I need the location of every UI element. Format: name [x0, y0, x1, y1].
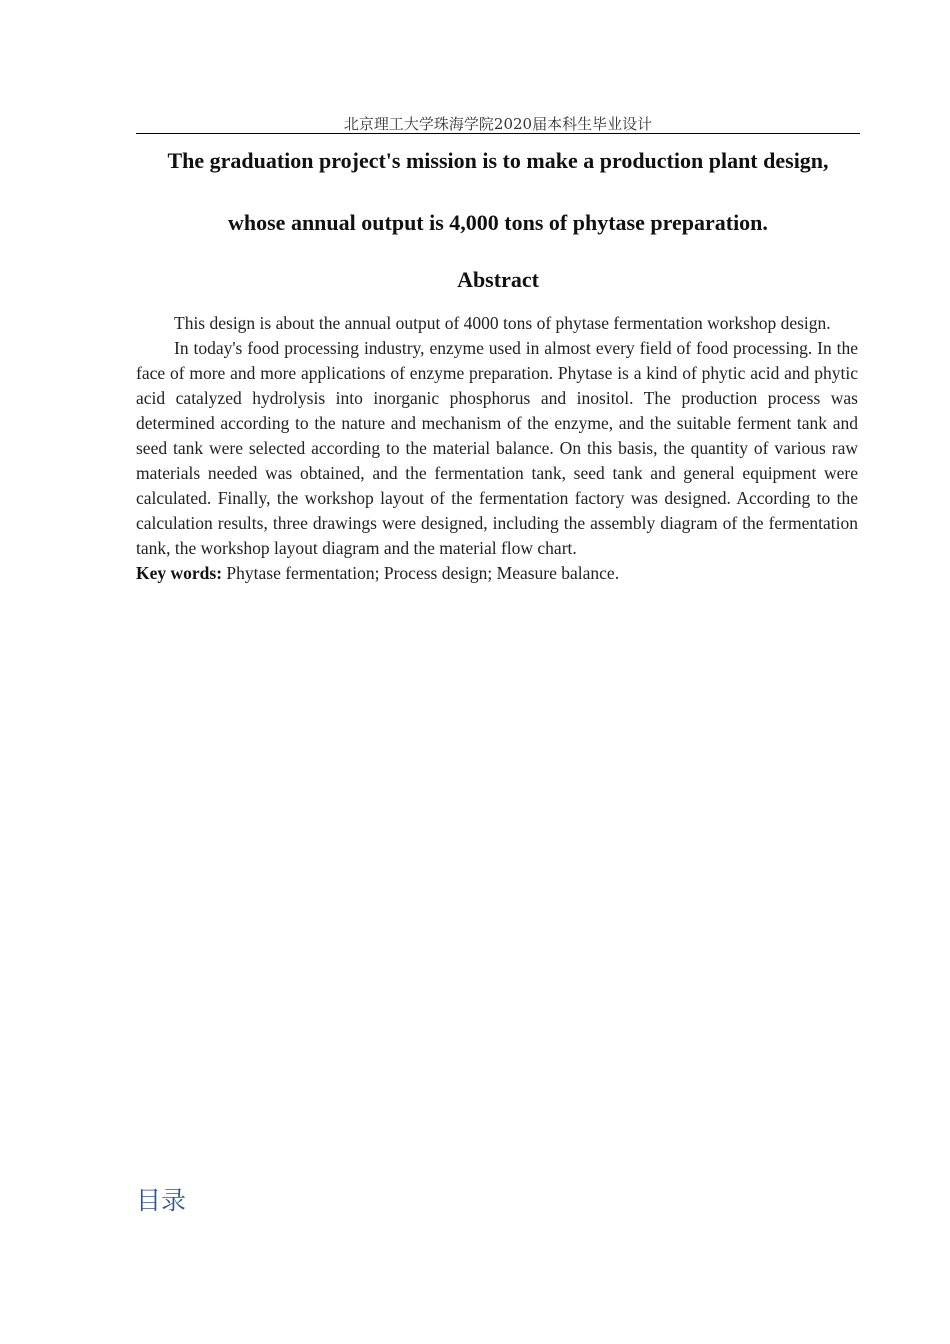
page-header: 北京理工大学珠海学院2020届本科生毕业设计: [343, 115, 653, 133]
abstract-paragraph-1: This design is about the annual output of 4000 tons of phytase fermentation workshop design.: [174, 313, 831, 333]
abstract-paragraph-2: In today's food processing industry, enzyme used in almost every field of food processing. In the face of more and more applications of enzyme preparation. Phytase is a kind of phytic acid and phytic acid catalyzed hydrolysis into inorganic phosphorus and inositol. The production process was determined according to the nature and mechanism of the enzyme, and the suitable ferment tank and seed tank were selected according to the material balance. On this basis, the quantity of various raw materials needed was obtained, and the fermentation tank, seed tank and general equipment were calculated. Finally, the workshop layout of the fermentation factory was designed. According to the calculation results, three drawings were designed, including the assembly diagram of the fermentation tank, the workshop layout diagram and the material flow chart.: [136, 338, 858, 558]
abstract-body: [136, 311, 858, 586]
header-rule: [136, 133, 860, 134]
title-line-1: The graduation project's mission is to make a production plant design,: [167, 148, 829, 173]
abstract-heading: Abstract: [457, 267, 539, 292]
keywords-label: Key words:: [136, 563, 223, 583]
keywords-line: [136, 561, 858, 586]
toc-heading: 目录: [136, 1186, 187, 1215]
keywords-text: Phytase fermentation; Process design; Measure balance.: [222, 563, 620, 583]
title-line-2: whose annual output is 4,000 tons of phytase preparation.: [228, 210, 768, 235]
